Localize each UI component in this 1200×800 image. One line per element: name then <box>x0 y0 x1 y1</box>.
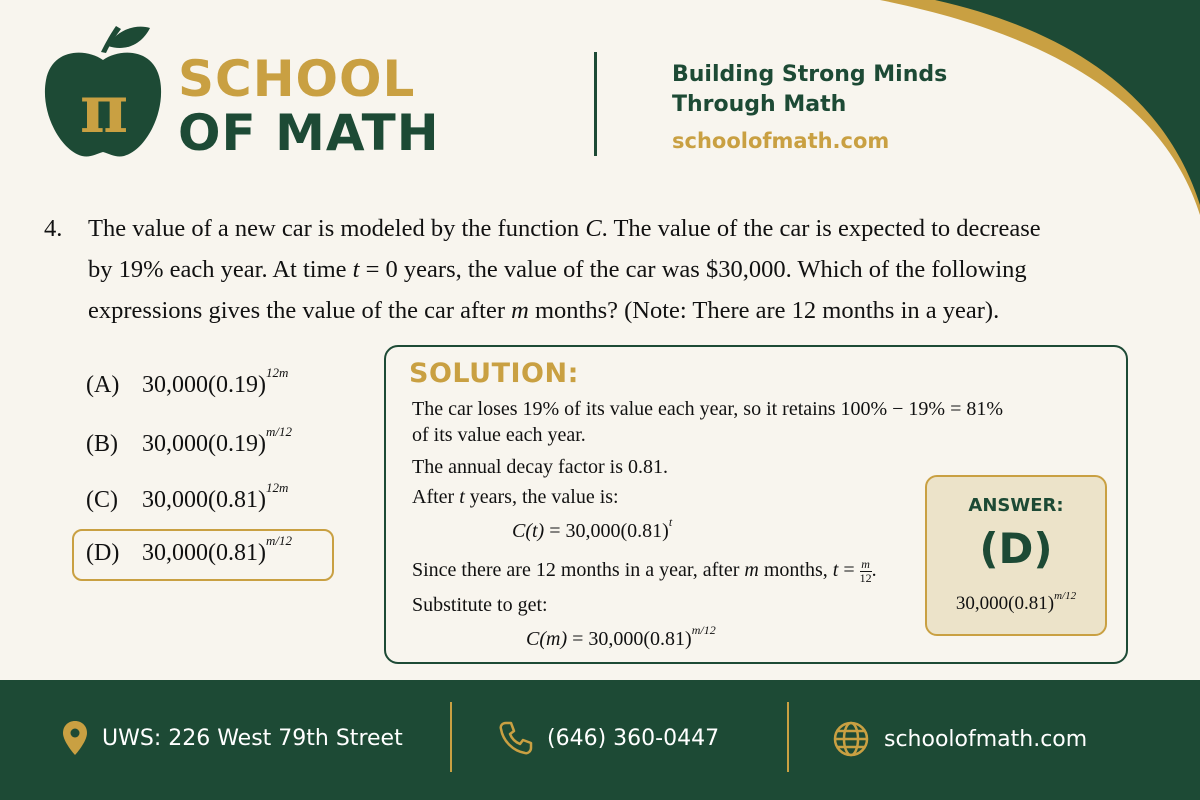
solution-title: SOLUTION: <box>409 358 579 389</box>
question-text-part: expressions gives the value of the car after <box>88 297 506 324</box>
question-number: 4. <box>44 215 63 242</box>
choice-a[interactable] <box>86 365 289 399</box>
footer-address-text: UWS: 226 West 79th Street <box>102 725 403 751</box>
tagline <box>672 60 972 120</box>
pi-symbol: π <box>79 70 129 148</box>
choice-expression: 30,000(0.81) <box>142 487 266 513</box>
header-website-link[interactable]: schoolofmath.com <box>672 129 890 153</box>
choice-exponent: m/12 <box>265 424 292 439</box>
question-text-part: by 19% each year. At time <box>88 256 347 283</box>
solution-line-6: Substitute to get: <box>412 594 548 616</box>
tagline-line-1: Building Strong Minds <box>672 62 948 87</box>
choice-expression: 30,000(0.19) <box>142 372 266 398</box>
footer-website-text: schoolofmath.com <box>884 726 1088 752</box>
solution-variable: m <box>744 559 759 582</box>
equation-lhs: C(m) <box>526 628 568 650</box>
answer-expression <box>925 590 1107 615</box>
question-text-part: The value of a new car is modeled by the function <box>88 215 580 242</box>
apple-logo-icon <box>38 22 168 162</box>
brand-name <box>178 52 440 160</box>
answer-letter: (D) <box>979 524 1053 573</box>
question-variable: m <box>511 297 529 324</box>
solution-line-5 <box>412 558 877 585</box>
footer-address[interactable] <box>62 720 403 756</box>
solution-variable: t <box>832 559 839 582</box>
fraction-denominator: 12 <box>859 571 872 585</box>
question <box>44 208 1174 331</box>
solution-line-3: The annual decay factor is 0.81. <box>412 456 669 478</box>
choice-exponent: m/12 <box>265 533 292 548</box>
choice-d[interactable] <box>86 533 292 567</box>
choice-c[interactable] <box>86 480 289 514</box>
solution-line-4 <box>412 486 619 509</box>
solution-text-part: = <box>843 559 855 582</box>
brand-line-1: SCHOOL <box>178 50 416 108</box>
solution-text-part: After <box>412 486 455 508</box>
location-pin-icon <box>62 720 88 756</box>
solution-line-1: The car loses 19% of its value each year, so it retains 100% − 19% = 81% <box>412 398 1004 420</box>
solution-equation-2 <box>526 623 716 651</box>
footer-phone[interactable] <box>497 720 719 756</box>
choice-b[interactable] <box>86 424 292 458</box>
solution-variable: t <box>459 486 465 508</box>
choice-exponent: 12m <box>265 480 289 495</box>
equation-lhs: C(t) <box>512 520 545 542</box>
brand-line-2: OF MATH <box>178 104 440 162</box>
footer-website[interactable] <box>832 720 1087 758</box>
header-divider <box>594 52 597 156</box>
phone-icon <box>497 720 533 756</box>
tagline-line-2: Through Math <box>672 92 847 117</box>
answer-label: ANSWER: <box>968 495 1064 516</box>
choice-label: (D) <box>86 540 120 566</box>
question-text-part: = 0 years, the value of the car was $30,000. Which of the following <box>365 256 1027 283</box>
fraction-m-over-12 <box>860 558 872 585</box>
choice-label: (B) <box>86 431 118 457</box>
solution-line-2: of its value each year. <box>412 424 586 446</box>
answer-exponent: m/12 <box>1054 590 1077 602</box>
choice-label: (A) <box>86 372 120 398</box>
footer-phone-text: (646) 360-0447 <box>547 725 720 751</box>
question-text <box>44 208 1174 331</box>
equation-rhs: = 30,000(0.81) <box>549 520 669 542</box>
footer-divider <box>450 702 452 772</box>
equation-exponent: m/12 <box>691 623 716 637</box>
equation-exponent: t <box>668 515 673 529</box>
solution-text-part: years, the value is: <box>469 486 619 508</box>
solution-text-part: . <box>871 559 877 582</box>
choice-label: (C) <box>86 487 118 513</box>
solution-equation-1 <box>512 515 673 543</box>
question-variable: C <box>585 215 602 242</box>
fraction-numerator: m <box>861 557 870 571</box>
equation-rhs: = 30,000(0.81) <box>572 628 692 650</box>
choice-expression: 30,000(0.81) <box>142 540 266 566</box>
question-text-part: months? (Note: There are 12 months in a year). <box>534 297 1000 324</box>
answer-base: 30,000(0.81) <box>955 593 1055 614</box>
footer-divider <box>787 702 789 772</box>
solution-text-part: months, <box>763 559 828 582</box>
solution-text-part: Since there are 12 months in a year, after <box>412 559 740 582</box>
choice-exponent: 12m <box>265 365 289 380</box>
globe-icon <box>832 720 870 758</box>
question-text-part: . The value of the car is expected to decrease <box>601 215 1041 242</box>
question-variable: t <box>352 256 360 283</box>
choice-expression: 30,000(0.19) <box>142 431 266 457</box>
